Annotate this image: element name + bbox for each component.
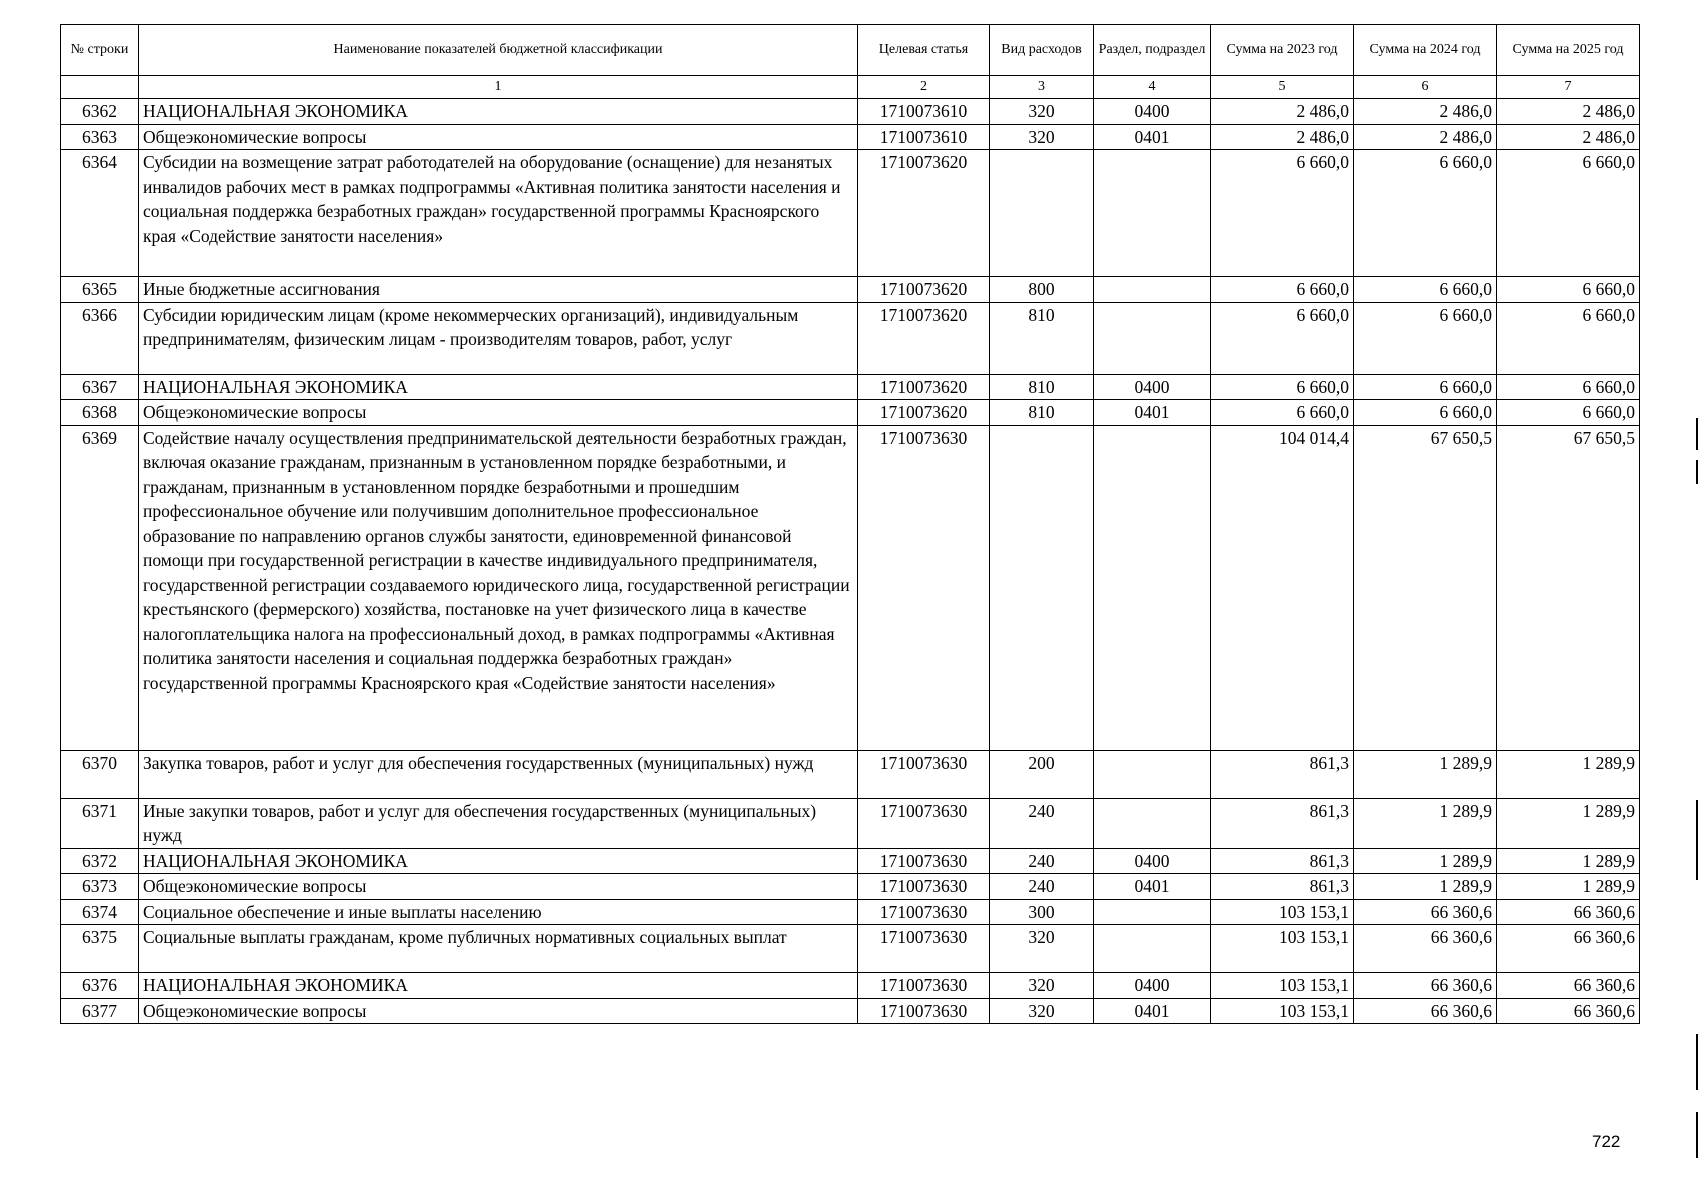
section-cell: 0401: [1094, 998, 1211, 1024]
sum-2025-cell: 66 360,6: [1497, 998, 1640, 1024]
header-indicator-name: Наименование показателей бюджетной классификации: [139, 25, 858, 76]
table-row: [61, 973, 1640, 999]
table-row: [61, 99, 1640, 125]
header-row: [61, 25, 1640, 76]
expense-type-cell: [990, 150, 1094, 277]
indicator-name-cell: НАЦИОНАЛЬНАЯ ЭКОНОМИКА: [139, 374, 858, 400]
indicator-name-cell: Закупка товаров, работ и услуг для обеспечения государственных (муниципальных) нужд: [139, 750, 858, 798]
sum-2024-cell: 66 360,6: [1354, 925, 1497, 973]
sum-2023-cell: 6 660,0: [1211, 374, 1354, 400]
target-article-cell: 1710073630: [858, 798, 990, 848]
indicator-name-cell: Общеэкономические вопросы: [139, 400, 858, 426]
indicator-name-cell: НАЦИОНАЛЬНАЯ ЭКОНОМИКА: [139, 973, 858, 999]
expense-type-cell: 810: [990, 400, 1094, 426]
row-number-cell: 6371: [61, 798, 139, 848]
indicator-name-cell: Субсидии на возмещение затрат работодателей на оборудование (оснащение) для незанятых инвалидов рабочих мест в рамках подпрограммы «Активная политика занятости населения и социальная поддержка безработных граждан» государственной программы Красноярского края «Содействие занятости населения»: [139, 150, 858, 277]
target-article-cell: 1710073610: [858, 124, 990, 150]
page-number: 722: [1592, 1132, 1621, 1151]
sum-2023-cell: 6 660,0: [1211, 400, 1354, 426]
expense-type-cell: 240: [990, 798, 1094, 848]
section-cell: [1094, 925, 1211, 973]
table-row: [61, 302, 1640, 374]
target-article-cell: 1710073630: [858, 899, 990, 925]
expense-type-cell: 320: [990, 99, 1094, 125]
sum-2024-cell: 1 289,9: [1354, 848, 1497, 874]
sum-2023-cell: 861,3: [1211, 798, 1354, 848]
sum-2023-cell: 6 660,0: [1211, 150, 1354, 277]
sum-2025-cell: 2 486,0: [1497, 124, 1640, 150]
sum-2023-cell: 103 153,1: [1211, 973, 1354, 999]
sum-2024-cell: 2 486,0: [1354, 99, 1497, 125]
sum-2025-cell: 6 660,0: [1497, 302, 1640, 374]
indicator-name-cell: Субсидии юридическим лицам (кроме некоммерческих организаций), индивидуальным предпринимателям, физическим лицам - производителям товаров, работ, услуг: [139, 302, 858, 374]
sum-2024-cell: 1 289,9: [1354, 798, 1497, 848]
header-expense-type: Вид расходов: [990, 25, 1094, 76]
sum-2023-cell: 861,3: [1211, 874, 1354, 900]
section-cell: 0401: [1094, 400, 1211, 426]
header-section: Раздел, подраздел: [1094, 25, 1211, 76]
sum-2024-cell: 66 360,6: [1354, 998, 1497, 1024]
table-row: [61, 374, 1640, 400]
row-number-cell: 6367: [61, 374, 139, 400]
sum-2023-cell: 103 153,1: [1211, 998, 1354, 1024]
header-row-number: № строки: [61, 25, 139, 76]
sum-2023-cell: 6 660,0: [1211, 302, 1354, 374]
column-number-row: [61, 76, 1640, 99]
target-article-cell: 1710073620: [858, 277, 990, 303]
sum-2024-cell: 67 650,5: [1354, 425, 1497, 750]
sum-2024-cell: 1 289,9: [1354, 750, 1497, 798]
target-article-cell: 1710073620: [858, 400, 990, 426]
table-body: [61, 99, 1640, 1024]
sum-2025-cell: 6 660,0: [1497, 277, 1640, 303]
column-number: 3: [990, 76, 1094, 99]
indicator-name-cell: Иные закупки товаров, работ и услуг для обеспечения государственных (муниципальных) нужд: [139, 798, 858, 848]
row-number-cell: 6369: [61, 425, 139, 750]
indicator-name-cell: Социальные выплаты гражданам, кроме публичных нормативных социальных выплат: [139, 925, 858, 973]
target-article-cell: 1710073610: [858, 99, 990, 125]
target-article-cell: 1710073630: [858, 925, 990, 973]
sum-2023-cell: 2 486,0: [1211, 99, 1354, 125]
indicator-name-cell: Общеэкономические вопросы: [139, 998, 858, 1024]
sum-2024-cell: 6 660,0: [1354, 400, 1497, 426]
sum-2025-cell: 1 289,9: [1497, 874, 1640, 900]
sum-2025-cell: 6 660,0: [1497, 150, 1640, 277]
sum-2025-cell: 1 289,9: [1497, 798, 1640, 848]
row-number-cell: 6362: [61, 99, 139, 125]
sum-2023-cell: 861,3: [1211, 848, 1354, 874]
expense-type-cell: [990, 425, 1094, 750]
section-cell: [1094, 798, 1211, 848]
sum-2025-cell: 6 660,0: [1497, 374, 1640, 400]
budget-table: [60, 24, 1640, 1024]
target-article-cell: 1710073630: [858, 973, 990, 999]
row-number-cell: 6373: [61, 874, 139, 900]
section-cell: [1094, 750, 1211, 798]
table-row: [61, 124, 1640, 150]
column-number: 5: [1211, 76, 1354, 99]
indicator-name-cell: Социальное обеспечение и иные выплаты населению: [139, 899, 858, 925]
target-article-cell: 1710073620: [858, 150, 990, 277]
row-number-cell: 6366: [61, 302, 139, 374]
section-cell: 0400: [1094, 374, 1211, 400]
column-number: [61, 76, 139, 99]
target-article-cell: 1710073620: [858, 302, 990, 374]
row-number-cell: 6365: [61, 277, 139, 303]
target-article-cell: 1710073620: [858, 374, 990, 400]
section-cell: 0400: [1094, 973, 1211, 999]
indicator-name-cell: Содействие началу осуществления предпринимательской деятельности безработных граждан, включая оказание гражданам, признанным в установленном порядке безработными, и гражданам, признанным в установленном порядке безработными и прошедшим профессиональное обучение или получившим дополнительное профессиональное образование по направлению органов службы занятости, единовременной финансовой помощи при государственной регистрации в качестве индивидуального предпринимателя, государственной регистрации создаваемого юридического лица, государственной регистрации крестьянского (фермерского) хозяйства, постановке на учет физического лица в качестве налогоплательщика налога на профессиональный доход, в рамках подпрограммы «Активная политика занятости населения и социальная поддержка безработных граждан» государственной программы Красноярского края «Содействие занятости населения»: [139, 425, 858, 750]
section-cell: 0401: [1094, 874, 1211, 900]
expense-type-cell: 200: [990, 750, 1094, 798]
row-number-cell: 6374: [61, 899, 139, 925]
sum-2024-cell: 66 360,6: [1354, 899, 1497, 925]
expense-type-cell: 810: [990, 302, 1094, 374]
sum-2025-cell: 66 360,6: [1497, 925, 1640, 973]
sum-2024-cell: 6 660,0: [1354, 302, 1497, 374]
sum-2023-cell: 104 014,4: [1211, 425, 1354, 750]
target-article-cell: 1710073630: [858, 750, 990, 798]
column-number: 7: [1497, 76, 1640, 99]
section-cell: 0400: [1094, 99, 1211, 125]
section-cell: [1094, 899, 1211, 925]
table-row: [61, 798, 1640, 848]
sum-2023-cell: 6 660,0: [1211, 277, 1354, 303]
expense-type-cell: 300: [990, 899, 1094, 925]
sum-2025-cell: 66 360,6: [1497, 899, 1640, 925]
sum-2025-cell: 1 289,9: [1497, 848, 1640, 874]
sum-2023-cell: 2 486,0: [1211, 124, 1354, 150]
table-row: [61, 848, 1640, 874]
row-number-cell: 6375: [61, 925, 139, 973]
table-row: [61, 750, 1640, 798]
row-number-cell: 6363: [61, 124, 139, 150]
sum-2024-cell: 6 660,0: [1354, 150, 1497, 277]
sum-2024-cell: 1 289,9: [1354, 874, 1497, 900]
scan-edge-mark: [1696, 418, 1698, 450]
indicator-name-cell: НАЦИОНАЛЬНАЯ ЭКОНОМИКА: [139, 99, 858, 125]
scan-edge-mark: [1696, 1112, 1698, 1158]
expense-type-cell: 320: [990, 124, 1094, 150]
sum-2025-cell: 6 660,0: [1497, 400, 1640, 426]
section-cell: [1094, 425, 1211, 750]
header-sum-2024: Сумма на 2024 год: [1354, 25, 1497, 76]
expense-type-cell: 320: [990, 998, 1094, 1024]
section-cell: [1094, 277, 1211, 303]
sum-2023-cell: 861,3: [1211, 750, 1354, 798]
column-number: 4: [1094, 76, 1211, 99]
table-row: [61, 899, 1640, 925]
row-number-cell: 6364: [61, 150, 139, 277]
sum-2025-cell: 2 486,0: [1497, 99, 1640, 125]
table-row: [61, 998, 1640, 1024]
sum-2025-cell: 67 650,5: [1497, 425, 1640, 750]
indicator-name-cell: Иные бюджетные ассигнования: [139, 277, 858, 303]
sum-2024-cell: 66 360,6: [1354, 973, 1497, 999]
table-row: [61, 400, 1640, 426]
sum-2023-cell: 103 153,1: [1211, 899, 1354, 925]
expense-type-cell: 320: [990, 925, 1094, 973]
expense-type-cell: 240: [990, 874, 1094, 900]
target-article-cell: 1710073630: [858, 425, 990, 750]
indicator-name-cell: НАЦИОНАЛЬНАЯ ЭКОНОМИКА: [139, 848, 858, 874]
table-row: [61, 874, 1640, 900]
row-number-cell: 6377: [61, 998, 139, 1024]
sum-2023-cell: 103 153,1: [1211, 925, 1354, 973]
table-row: [61, 277, 1640, 303]
scan-edge-mark: [1696, 460, 1698, 484]
indicator-name-cell: Общеэкономические вопросы: [139, 124, 858, 150]
table-row: [61, 150, 1640, 277]
sum-2025-cell: 66 360,6: [1497, 973, 1640, 999]
section-cell: [1094, 302, 1211, 374]
table-row: [61, 425, 1640, 750]
expense-type-cell: 810: [990, 374, 1094, 400]
column-number: 1: [139, 76, 858, 99]
header-sum-2023: Сумма на 2023 год: [1211, 25, 1354, 76]
target-article-cell: 1710073630: [858, 848, 990, 874]
sum-2024-cell: 6 660,0: [1354, 277, 1497, 303]
sum-2024-cell: 2 486,0: [1354, 124, 1497, 150]
row-number-cell: 6370: [61, 750, 139, 798]
target-article-cell: 1710073630: [858, 874, 990, 900]
section-cell: 0400: [1094, 848, 1211, 874]
row-number-cell: 6372: [61, 848, 139, 874]
expense-type-cell: 320: [990, 973, 1094, 999]
column-number: 2: [858, 76, 990, 99]
expense-type-cell: 800: [990, 277, 1094, 303]
sum-2025-cell: 1 289,9: [1497, 750, 1640, 798]
table-row: [61, 925, 1640, 973]
section-cell: 0401: [1094, 124, 1211, 150]
target-article-cell: 1710073630: [858, 998, 990, 1024]
row-number-cell: 6368: [61, 400, 139, 426]
sum-2024-cell: 6 660,0: [1354, 374, 1497, 400]
indicator-name-cell: Общеэкономические вопросы: [139, 874, 858, 900]
header-sum-2025: Сумма на 2025 год: [1497, 25, 1640, 76]
scan-edge-mark: [1696, 1034, 1698, 1090]
section-cell: [1094, 150, 1211, 277]
row-number-cell: 6376: [61, 973, 139, 999]
expense-type-cell: 240: [990, 848, 1094, 874]
header-target-article: Целевая статья: [858, 25, 990, 76]
column-number: 6: [1354, 76, 1497, 99]
scan-edge-mark: [1696, 800, 1698, 880]
